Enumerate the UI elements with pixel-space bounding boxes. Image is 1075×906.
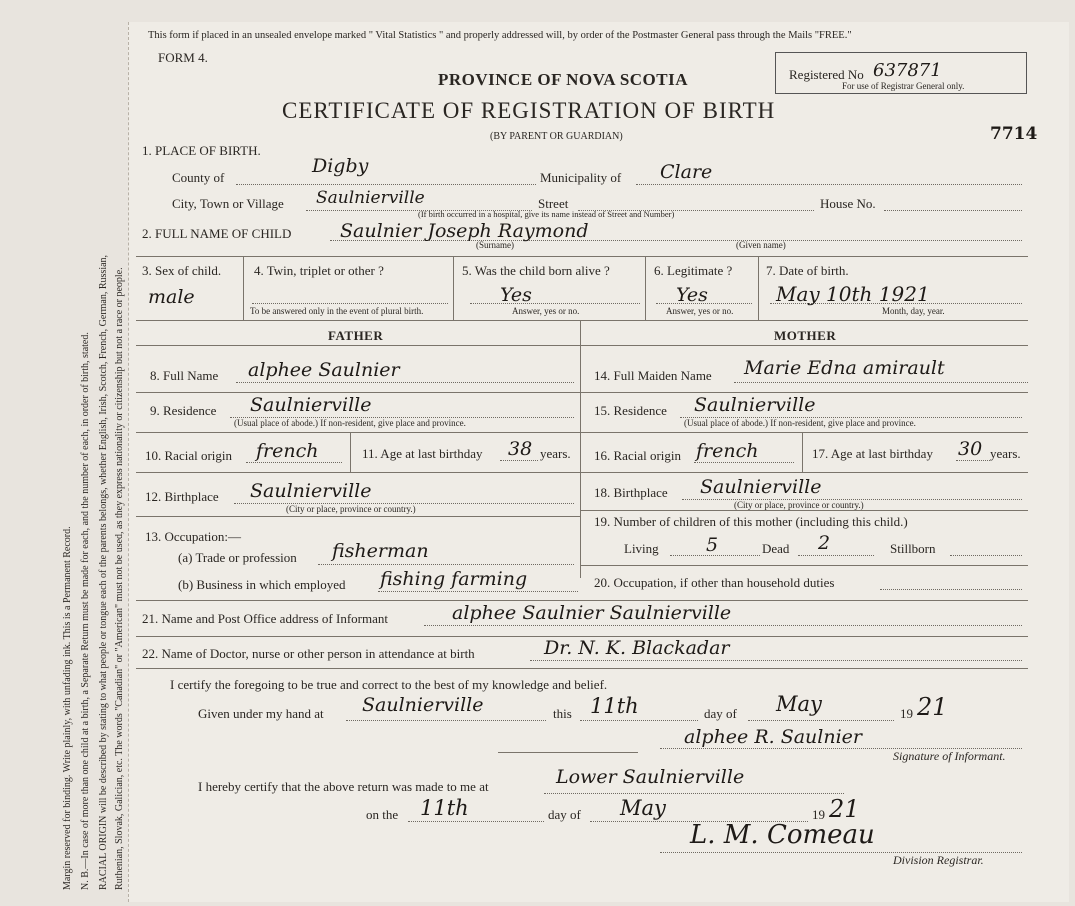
mother-name-label: 14. Full Maiden Name bbox=[594, 368, 712, 383]
birth-date-note: Month, day, year. bbox=[882, 306, 945, 316]
mother-residence-label: 15. Residence bbox=[594, 403, 667, 418]
birth-date-label: 7. Date of birth. bbox=[766, 263, 849, 278]
county-label: County of bbox=[172, 170, 225, 185]
informant-value: alphee Saulnier Saulnierville bbox=[452, 602, 732, 624]
certify-day-of-label: day of bbox=[704, 706, 737, 721]
page-subtitle: (BY PARENT OR GUARDIAN) bbox=[490, 131, 623, 142]
father-trade-value: fisherman bbox=[332, 540, 429, 562]
corner-mark: 7714 bbox=[990, 124, 1038, 144]
mother-racial-label: 16. Racial origin bbox=[594, 448, 682, 463]
certify-year-value: 21 bbox=[917, 693, 948, 721]
county-value: Digby bbox=[312, 155, 369, 177]
doctor-label: 22. Name of Doctor, nurse or other person in attendance at birth bbox=[142, 646, 475, 661]
twin-label: 4. Twin, triplet or other ? bbox=[254, 263, 384, 278]
stillborn-label: Stillborn bbox=[890, 541, 936, 556]
city-label: City, Town or Village bbox=[172, 196, 284, 211]
registered-label: Registered No bbox=[789, 67, 864, 82]
father-occupation-label: 13. Occupation:— bbox=[145, 529, 242, 544]
father-age-unit: years. bbox=[540, 446, 571, 461]
legitimate-note: Answer, yes or no. bbox=[666, 306, 734, 316]
alive-value: Yes bbox=[500, 284, 532, 306]
margin-note-3: RACIAL ORIGIN will be described by stating to what people or tongue each of the parents belongs, whether English, Irish, Scotch, French, German, Russian, bbox=[98, 254, 109, 890]
father-birthplace-note: (City or place, province or country.) bbox=[286, 504, 416, 514]
certify-month-value: May bbox=[776, 692, 822, 716]
father-trade-label: (a) Trade or profession bbox=[178, 550, 297, 565]
living-value: 5 bbox=[706, 534, 719, 556]
mother-age-label: 17. Age at last birthday bbox=[812, 446, 933, 461]
this-label: this bbox=[553, 706, 572, 721]
surname-note: (Surname) bbox=[476, 240, 514, 250]
child-name-label: 2. FULL NAME OF CHILD bbox=[142, 226, 292, 241]
legitimate-value: Yes bbox=[676, 284, 708, 306]
certify-statement: I certify the foregoing to be true and correct to the best of my knowledge and belief. bbox=[170, 677, 608, 692]
informant-signature: alphee R. Saulnier bbox=[684, 726, 863, 748]
province-heading: PROVINCE OF NOVA SCOTIA bbox=[438, 70, 689, 89]
mother-heading: MOTHER bbox=[774, 328, 837, 343]
father-heading: FATHER bbox=[328, 328, 384, 343]
father-name-label: 8. Full Name bbox=[150, 368, 219, 383]
form-number: FORM 4. bbox=[158, 50, 208, 65]
mother-birthplace-value: Saulnierville bbox=[700, 476, 822, 498]
father-birthplace-label: 12. Birthplace bbox=[145, 489, 219, 504]
sex-value: male bbox=[148, 286, 195, 308]
hospital-note: (If birth occurred in a hospital, give its name instead of Street and Number) bbox=[418, 209, 675, 219]
mother-age-unit: years. bbox=[990, 446, 1021, 461]
registrar-year-value: 21 bbox=[829, 795, 860, 823]
given-name-note: (Given name) bbox=[736, 240, 786, 250]
registrar-note: For use of Registrar General only. bbox=[842, 81, 965, 91]
registrar-day-of-label: day of bbox=[548, 807, 581, 822]
given-place-value: Saulnierville bbox=[362, 694, 484, 716]
father-age-label: 11. Age at last birthday bbox=[362, 446, 483, 461]
father-birthplace-value: Saulnierville bbox=[250, 480, 372, 502]
certify-day-value: 11th bbox=[590, 694, 639, 718]
registrar-signature: L. M. Comeau bbox=[690, 820, 875, 850]
living-label: Living bbox=[624, 541, 659, 556]
alive-label: 5. Was the child born alive ? bbox=[462, 263, 610, 278]
father-name-value: alphee Saulnier bbox=[248, 359, 400, 381]
registered-number: 637871 bbox=[873, 60, 942, 81]
on-the-label: on the bbox=[366, 807, 399, 822]
father-racial-value: french bbox=[256, 440, 319, 462]
mother-age-value: 30 bbox=[958, 438, 983, 460]
informant-signature-label: Signature of Informant. bbox=[893, 749, 1006, 763]
margin-note-1: Margin reserved for binding. Write plainly, with unfading ink. This is a Permanent Record. bbox=[62, 526, 73, 890]
father-residence-note: (Usual place of abode.) If non-resident, give place and province. bbox=[234, 418, 466, 428]
registrar-day-value: 11th bbox=[420, 796, 469, 820]
municipality-label: Municipality of bbox=[540, 170, 622, 185]
dead-value: 2 bbox=[818, 532, 831, 554]
house-no-label: House No. bbox=[820, 196, 876, 211]
mail-notice: This form if placed in an unsealed envelope marked " Vital Statistics " and properly addressed will, by order of the Postmaster General pass through the Mails "FREE." bbox=[148, 30, 852, 41]
father-racial-label: 10. Racial origin bbox=[145, 448, 233, 463]
dead-label: Dead bbox=[762, 541, 790, 556]
page-title: CERTIFICATE OF REGISTRATION OF BIRTH bbox=[282, 98, 776, 123]
mother-residence-value: Saulnierville bbox=[694, 394, 816, 416]
municipality-value: Clare bbox=[660, 161, 713, 183]
mother-name-value: Marie Edna amirault bbox=[744, 357, 945, 379]
margin-note-4: Ruthenian, Slovak, Galician, etc. The words "Canadian" or "American" must not be used, as they express nationality or citizenship but not a race or people. bbox=[114, 267, 125, 890]
mother-racial-value: french bbox=[696, 440, 759, 462]
mother-occupation-label: 20. Occupation, if other than household duties bbox=[594, 575, 835, 590]
margin-note-2: N. B.—In case of more than one child at a birth, a Separate Return must be made for each, and the number of each, in order of birth, stated. bbox=[80, 332, 91, 890]
mother-birthplace-note: (City or place, province or country.) bbox=[734, 500, 864, 510]
street-label: Street bbox=[538, 196, 569, 211]
father-business-value: fishing farming bbox=[380, 568, 528, 590]
registrar-year-prefix: 19 bbox=[812, 807, 825, 822]
legitimate-label: 6. Legitimate ? bbox=[654, 263, 733, 278]
father-residence-value: Saulnierville bbox=[250, 394, 372, 416]
alive-note: Answer, yes or no. bbox=[512, 306, 580, 316]
registrar-place-value: Lower Saulnierville bbox=[556, 766, 745, 788]
registrar-statement: I hereby certify that the above return was made to me at bbox=[198, 779, 489, 794]
doctor-value: Dr. N. K. Blackadar bbox=[544, 637, 730, 659]
given-label: Given under my hand at bbox=[198, 706, 324, 721]
father-business-label: (b) Business in which employed bbox=[178, 577, 346, 592]
father-residence-label: 9. Residence bbox=[150, 403, 217, 418]
certify-year-prefix: 19 bbox=[900, 706, 913, 721]
place-of-birth-label: 1. PLACE OF BIRTH. bbox=[142, 143, 261, 158]
twin-note: To be answered only in the event of plural birth. bbox=[250, 306, 424, 316]
mother-residence-note: (Usual place of abode.) If non-resident, give place and province. bbox=[684, 418, 916, 428]
sex-label: 3. Sex of child. bbox=[142, 263, 222, 278]
registrar-signature-label: Division Registrar. bbox=[893, 853, 984, 867]
registrar-month-value: May bbox=[620, 796, 666, 820]
city-value: Saulnierville bbox=[316, 188, 425, 208]
mother-children-label: 19. Number of children of this mother (including this child.) bbox=[594, 514, 908, 529]
birth-date-value: May 10th 1921 bbox=[776, 282, 930, 306]
child-name-value: Saulnier Joseph Raymond bbox=[340, 220, 589, 242]
informant-label: 21. Name and Post Office address of Informant bbox=[142, 611, 388, 626]
mother-birthplace-label: 18. Birthplace bbox=[594, 485, 668, 500]
father-age-value: 38 bbox=[508, 438, 533, 460]
